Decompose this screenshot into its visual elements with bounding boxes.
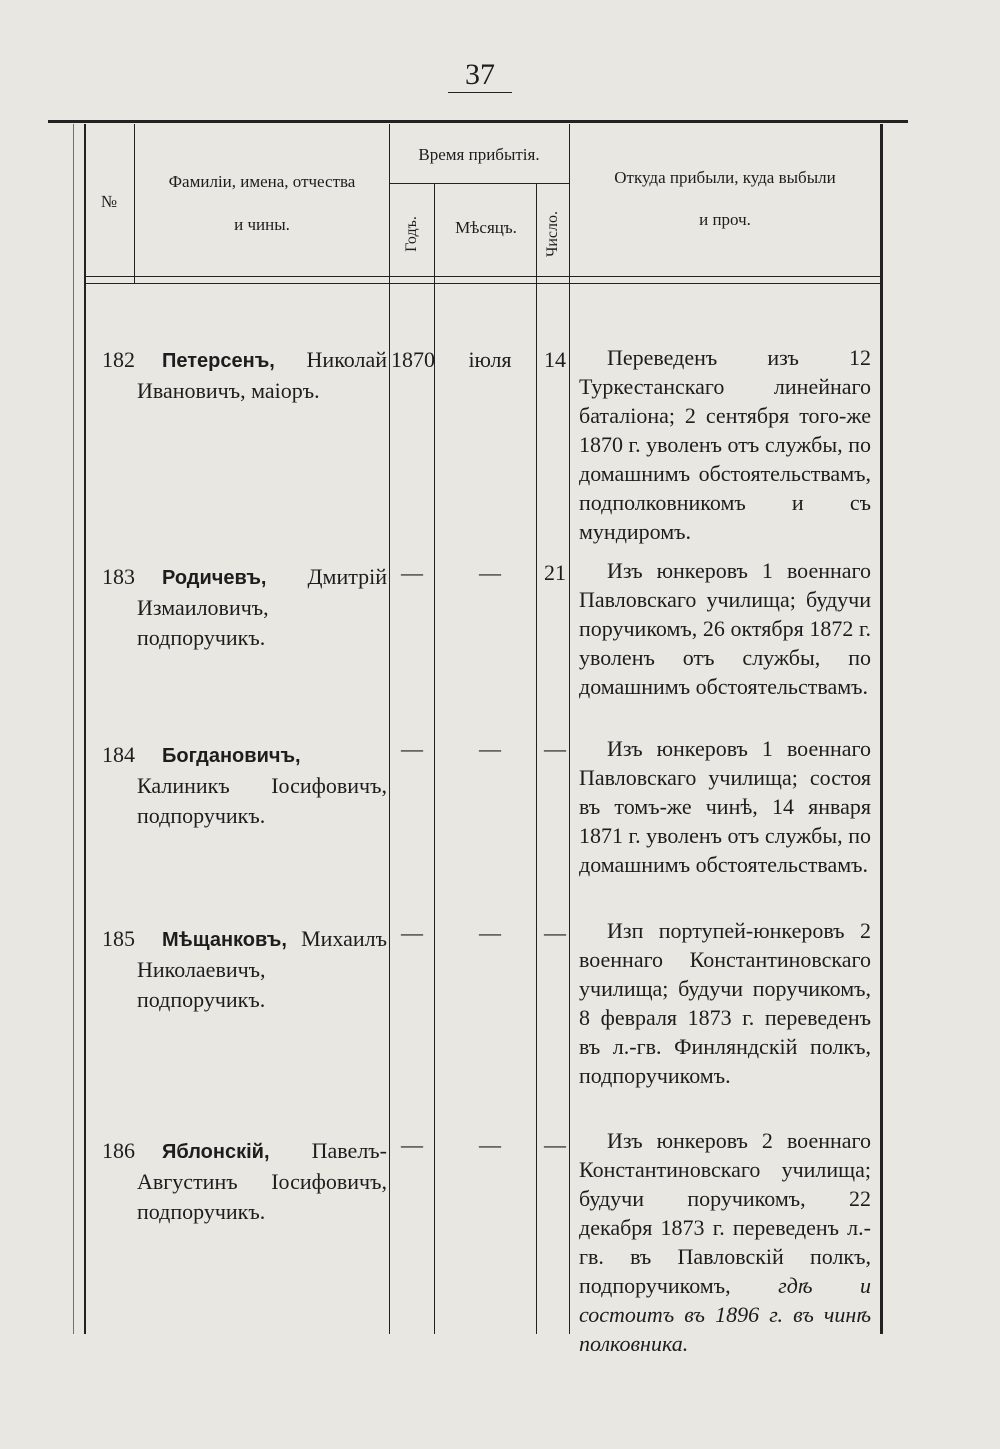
header-arrival: Время прибытія. bbox=[418, 145, 540, 164]
row-remarks bbox=[579, 734, 871, 879]
row-remarks bbox=[579, 1126, 871, 1358]
right-rule bbox=[880, 124, 883, 1334]
row-day: — bbox=[544, 736, 566, 761]
row-year: 1870 bbox=[391, 347, 435, 372]
row-year: — bbox=[401, 736, 423, 761]
row-remarks-italic: гдѣ и состоитъ въ 1896 г. въ чинѣ полковника. bbox=[579, 1273, 871, 1356]
row-remarks-text: Переведенъ изъ 12 Туркестанскаго линейнаго баталіона; 2 сентября того-же 1870 г. уволенъ отъ службы, по домашнимъ обстоятельствамъ, подполковникомъ и съ мундиромъ. bbox=[579, 345, 871, 544]
row-name bbox=[137, 345, 387, 406]
row-number: 185 bbox=[102, 926, 135, 951]
row-month: — bbox=[479, 736, 501, 761]
row-number: 186 bbox=[102, 1138, 135, 1163]
header-remarks-line2: и проч. bbox=[699, 210, 751, 229]
row-name-rest: Дмитрій Измаиловичъ, подпоручикъ. bbox=[137, 564, 387, 650]
header-rule-1 bbox=[84, 276, 880, 277]
row-day: — bbox=[544, 1132, 566, 1157]
row-month: іюля bbox=[468, 347, 512, 372]
row-remarks bbox=[579, 916, 871, 1090]
row-number: 183 bbox=[102, 564, 135, 589]
row-day: 14 bbox=[544, 347, 566, 372]
header-day: Число. bbox=[544, 210, 561, 258]
row-month: — bbox=[479, 560, 501, 585]
row-name-rest: Николай Ивановичъ, маіоръ. bbox=[137, 347, 387, 403]
row-remarks-text: Изъ юнкеровъ 1 военнаго Павловскаго училища; будучи поручикомъ, 26 октября 1872 г. уволенъ отъ службы, по домашнимъ обстоятельствамъ. bbox=[579, 558, 871, 699]
row-surname: Родичевъ, bbox=[162, 567, 267, 589]
header-name-line2: и чины. bbox=[234, 215, 290, 234]
header-month: Мѣсяцъ. bbox=[455, 218, 517, 237]
row-day: — bbox=[544, 920, 566, 945]
row-remarks-text: Изъ юнкеровъ 1 военнаго Павловскаго училища; состоя въ томъ-же чинѣ, 14 января 1871 г. уволенъ отъ службы, по домашнимъ обстоятельствамъ. bbox=[579, 736, 871, 877]
row-name bbox=[137, 1136, 387, 1227]
row-name-rest: Михаилъ Николаевичъ, подпоручикъ. bbox=[137, 926, 387, 1012]
row-remarks bbox=[579, 343, 871, 546]
row-surname: Богдановичъ, bbox=[162, 745, 301, 767]
row-remarks-text: Изъ юнкеровъ 2 военнаго Константиновскаго училища; будучи поручикомъ, 22 декабря 1873 г. переведенъ л.-гв. въ Павловскій полкъ, подпоручикомъ, bbox=[579, 1128, 871, 1298]
header-remarks-line1: Откуда прибыли, куда выбыли bbox=[614, 168, 836, 187]
row-year: — bbox=[401, 1132, 423, 1157]
row-name bbox=[137, 924, 387, 1015]
col-rule-number bbox=[134, 124, 135, 284]
top-rule bbox=[48, 120, 908, 123]
left-rule-thin bbox=[73, 124, 74, 1334]
row-year: — bbox=[401, 920, 423, 945]
header-name-line1: Фамиліи, имена, отчества bbox=[168, 172, 356, 191]
row-name bbox=[137, 562, 387, 653]
row-surname: Мѣщанковъ, bbox=[162, 929, 287, 951]
left-rule bbox=[84, 124, 86, 1334]
row-year: — bbox=[401, 560, 423, 585]
row-name bbox=[137, 740, 387, 831]
header-rule-2 bbox=[84, 283, 880, 284]
row-name-rest: Павелъ-Августинъ Іосифовичъ, подпоручикъ. bbox=[137, 1138, 387, 1224]
row-month: — bbox=[479, 920, 501, 945]
arrival-rule bbox=[389, 183, 569, 184]
page-number: 37 bbox=[448, 58, 512, 93]
row-surname: Яблонскій, bbox=[162, 1141, 270, 1163]
header-year: Годъ. bbox=[403, 216, 420, 252]
row-number: 182 bbox=[102, 347, 135, 372]
row-number: 184 bbox=[102, 742, 135, 767]
row-remarks bbox=[579, 556, 871, 701]
row-month: — bbox=[479, 1132, 501, 1157]
row-day: 21 bbox=[544, 560, 566, 585]
row-name-rest: Калиникъ Іосифовичъ, подпоручикъ. bbox=[137, 773, 387, 828]
header-number: № bbox=[100, 192, 118, 211]
row-remarks-text: Изп портупей-юнкеровъ 2 военнаго Константиновскаго училища; будучи поручикомъ, 8 февраля 1873 г. переведенъ въ л.-гв. Финляндскій полкъ, подпоручикомъ. bbox=[579, 918, 871, 1088]
row-surname: Петерсенъ, bbox=[162, 350, 275, 372]
